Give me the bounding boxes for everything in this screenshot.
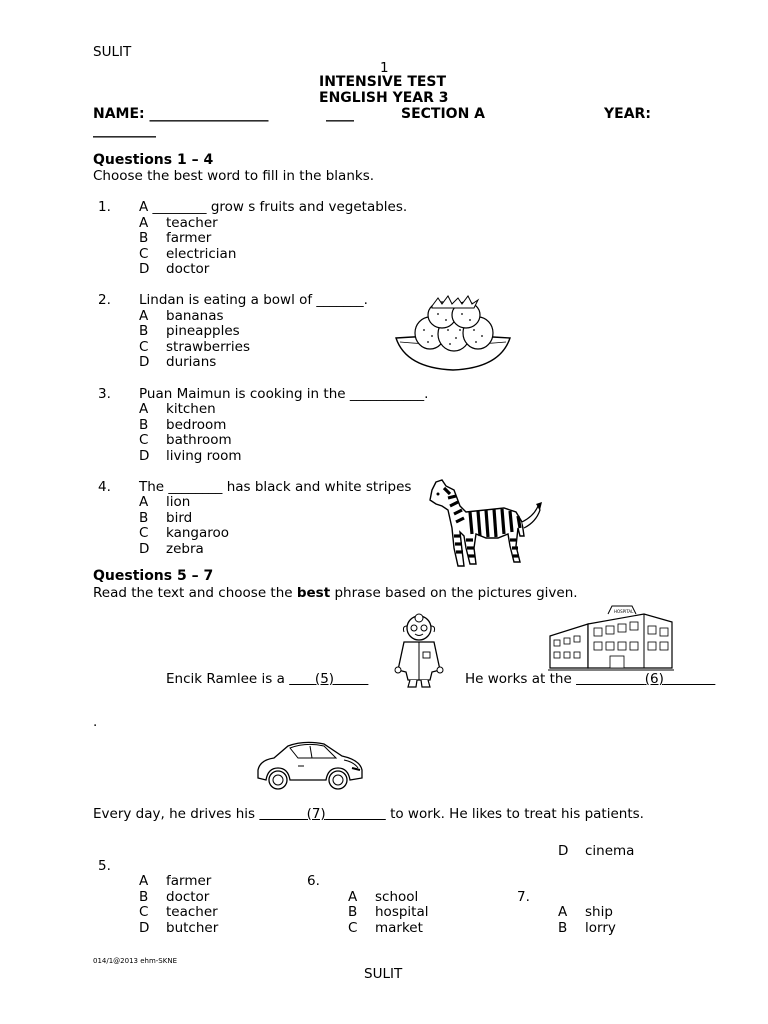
option-letter: A [139,308,149,324]
option-text: market [375,920,423,936]
option-letter: B [558,920,568,936]
option-text: butcher [166,920,219,936]
question-number: 2. [98,292,111,308]
blank-5: (5) [314,671,335,687]
option-letter: C [139,339,149,355]
option-text: bathroom [166,432,232,448]
year-label: YEAR: [604,106,651,122]
option-letter: A [348,889,358,905]
question-number: 5. [98,858,111,874]
title-english-year-3: ENGLISH YEAR 3 [319,90,449,106]
option-text: lion [166,494,191,510]
questions-1-4-instruction: Choose the best word to fill in the blanks. [93,168,375,184]
option-letter: B [139,417,149,433]
option-letter: A [558,904,568,920]
option-text: zebra [166,541,204,557]
question-number: 6. [307,873,320,889]
question-stem: A ________ grow s fruits and vegetables. [139,199,408,215]
title-intensive-test: INTENSIVE TEST [319,74,447,90]
option-letter: A [139,401,149,417]
option-text: school [375,889,419,905]
option-letter: C [139,525,149,541]
option-letter: B [139,230,149,246]
sports-car-illustration [252,736,368,794]
option-text: living room [166,448,242,464]
option-letter: B [139,889,149,905]
option-letter: A [139,215,149,231]
question-number: 3. [98,386,111,402]
option-letter: B [348,904,358,920]
sentence-drives: Every day, he drives his (7) to work. He likes to treat his patients. [93,806,644,822]
option-text: cinema [585,843,635,859]
option-text: kitchen [166,401,216,417]
option-text: durians [166,354,217,370]
option-letter: A [139,873,149,889]
option-letter: C [139,904,149,920]
option-text: kangaroo [166,525,230,541]
option-letter: D [139,261,150,277]
questions-5-7-instruction: Read the text and choose the best phrase based on the pictures given. [93,585,578,601]
option-text: doctor [166,261,210,277]
page-number: 1 [380,60,389,76]
option-text: bedroom [166,417,227,433]
year-blank: _________ [93,122,156,138]
option-letter: D [139,448,150,464]
sulit-top: SULIT [93,44,132,60]
option-letter: D [139,354,150,370]
option-text: ship [585,904,613,920]
sentence-ramlee: Encik Ramlee is a (5) [166,671,368,687]
option-text: bananas [166,308,224,324]
option-letter: B [139,510,149,526]
question-number: 4. [98,479,111,495]
option-letter: A [139,494,149,510]
question-stem: The ________ has black and white stripes [139,479,412,495]
blank-6: (6) [644,671,664,687]
sentence-works-at: He works at the (6) [465,671,715,687]
hospital-sign: HOSPITAL [614,609,634,614]
name-label: NAME: _________________ [93,106,269,122]
option-text: strawberries [166,339,251,355]
option-text: teacher [166,215,218,231]
option-text: bird [166,510,193,526]
stray-dot: . [93,714,98,730]
blank-7: (7) [306,806,326,822]
option-text: teacher [166,904,218,920]
question-stem: Puan Maimun is cooking in the ___________. [139,386,429,402]
option-text: farmer [166,873,212,889]
doctor-illustration [386,612,452,690]
option-letter: D [558,843,569,859]
sulit-bottom: SULIT [364,966,403,982]
question-number: 7. [517,889,530,905]
question-number: 1. [98,199,111,215]
name-blank-2: ____ [326,106,354,122]
strawberry-bowl-illustration [392,290,514,376]
footer-code: 014/1@2013 ehm-SKNE [93,957,177,965]
option-letter: C [139,432,149,448]
zebra-illustration [424,476,544,572]
option-letter: B [139,323,149,339]
question-stem: Lindan is eating a bowl of _______. [139,292,368,308]
option-letter: D [139,920,150,936]
option-text: farmer [166,230,212,246]
option-text: electrician [166,246,237,262]
option-text: lorry [585,920,616,936]
option-text: hospital [375,904,429,920]
option-text: doctor [166,889,210,905]
hospital-building-illustration [548,604,674,672]
option-letter: C [139,246,149,262]
option-text: pineapples [166,323,240,339]
option-letter: D [139,541,150,557]
questions-5-7-heading: Questions 5 – 7 [93,568,214,584]
section-label: SECTION A [401,106,486,122]
questions-1-4-heading: Questions 1 – 4 [93,152,214,168]
option-letter: C [348,920,358,936]
